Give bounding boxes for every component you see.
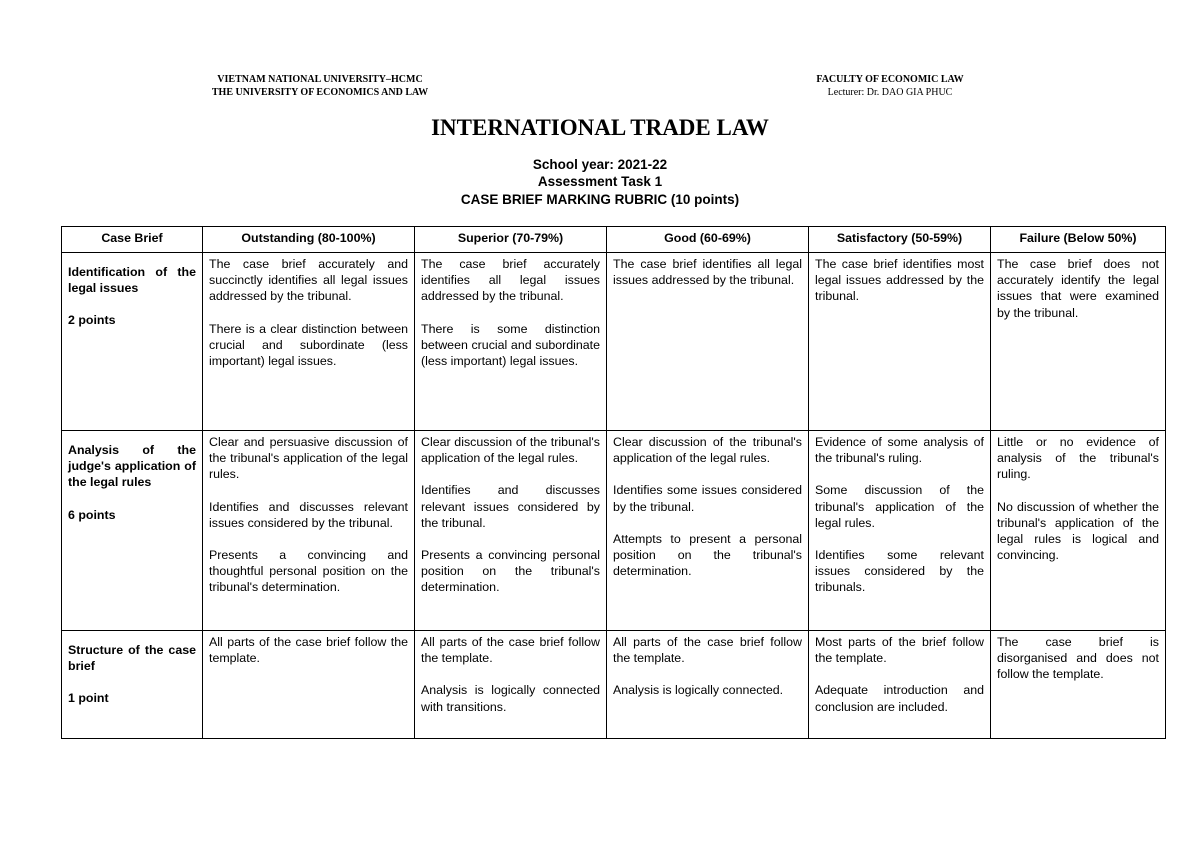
faculty-header bbox=[785, 73, 995, 99]
descriptor-text: There is a clear distinction between crucial and subordinate (less important) legal issues. bbox=[209, 321, 408, 369]
column-header-superior: Superior (70-79%) bbox=[415, 227, 607, 253]
descriptor-text: Analysis is logically connected with transitions. bbox=[421, 683, 600, 714]
university-header bbox=[190, 73, 450, 99]
descriptor-text: Identifies some issues considered by the tribunal. bbox=[613, 483, 802, 514]
criterion-cell bbox=[62, 431, 203, 631]
criterion-name: Structure of the case brief bbox=[68, 643, 196, 674]
rubric-cell-satisfactory bbox=[809, 431, 991, 631]
school-year: School year: 2021-22 bbox=[532, 157, 668, 172]
descriptor-text: Identifies and discusses relevant issues considered by the tribunal. bbox=[209, 499, 408, 530]
descriptor-text: Adequate introduction and conclusion are included. bbox=[815, 683, 984, 714]
criterion-points: 2 points bbox=[68, 313, 116, 328]
descriptor-text: No discussion of whether the tribunal's application of the legal rules is logical and convincing. bbox=[997, 499, 1159, 563]
column-header-case-brief: Case Brief bbox=[62, 227, 203, 253]
table-row bbox=[62, 253, 1166, 431]
descriptor-text: The case brief identifies most legal issues addressed by the tribunal. bbox=[815, 257, 984, 304]
descriptor-text: All parts of the case brief follow the template. bbox=[209, 635, 408, 666]
faculty-name: FACULTY OF ECONOMIC LAW bbox=[816, 74, 964, 85]
criterion-name: Identification of the legal issues bbox=[68, 265, 196, 296]
descriptor-text: Some discussion of the tribunal's application of the legal rules. bbox=[815, 483, 984, 530]
document-title: INTERNATIONAL TRADE LAW bbox=[431, 115, 769, 140]
school-name: THE UNIVERSITY OF ECONOMICS AND LAW bbox=[211, 87, 429, 98]
descriptor-text: There is some distinction between crucial and subordinate (less important) legal issues. bbox=[421, 321, 600, 369]
criterion-points: 6 points bbox=[68, 507, 116, 522]
rubric-cell-failure bbox=[991, 253, 1166, 431]
rubric-cell-good bbox=[607, 431, 809, 631]
rubric-cell-superior bbox=[415, 631, 607, 739]
assessment-task: Assessment Task 1 bbox=[537, 174, 663, 189]
descriptor-text: Clear discussion of the tribunal's application of the legal rules. bbox=[421, 435, 600, 466]
descriptor-text: The case brief accurately identifies all legal issues addressed by the tribunal. bbox=[421, 257, 600, 304]
descriptor-text: Analysis is logically connected. bbox=[613, 683, 784, 698]
column-header-failure: Failure (Below 50%) bbox=[991, 227, 1166, 253]
lecturer-name: Lecturer: Dr. DAO GIA PHUC bbox=[827, 87, 953, 98]
descriptor-text: Attempts to present a personal position on the tribunal's determination. bbox=[613, 531, 802, 579]
rubric-cell-superior bbox=[415, 253, 607, 431]
descriptor-text: Most parts of the brief follow the template. bbox=[815, 635, 984, 666]
column-header-satisfactory: Satisfactory (50-59%) bbox=[809, 227, 991, 253]
rubric-cell-outstanding bbox=[203, 431, 415, 631]
rubric-title: CASE BRIEF MARKING RUBRIC (10 points) bbox=[460, 192, 740, 207]
rubric-cell-superior bbox=[415, 431, 607, 631]
rubric-cell-outstanding bbox=[203, 631, 415, 739]
column-header-outstanding: Outstanding (80-100%) bbox=[203, 227, 415, 253]
criterion-points: 1 point bbox=[68, 691, 109, 706]
table-header-row bbox=[62, 227, 1166, 253]
rubric-cell-good bbox=[607, 631, 809, 739]
descriptor-text: The case brief accurately and succinctly identifies all legal issues addressed by the tribunal. bbox=[209, 257, 408, 304]
descriptor-text: All parts of the case brief follow the template. bbox=[421, 635, 600, 666]
rubric-cell-outstanding bbox=[203, 253, 415, 431]
table-row bbox=[62, 631, 1166, 739]
university-name: VIETNAM NATIONAL UNIVERSITY–HCMC bbox=[217, 74, 423, 85]
table-row bbox=[62, 431, 1166, 631]
descriptor-text: Presents a convincing and thoughtful personal position on the tribunal's determination. bbox=[209, 548, 408, 595]
column-header-good: Good (60-69%) bbox=[607, 227, 809, 253]
descriptor-text: The case brief identifies all legal issues addressed by the tribunal. bbox=[613, 257, 802, 288]
descriptor-text: Little or no evidence of analysis of the tribunal's ruling. bbox=[997, 435, 1159, 482]
criterion-cell bbox=[62, 631, 203, 739]
criterion-cell bbox=[62, 253, 203, 431]
rubric-cell-good bbox=[607, 253, 809, 431]
descriptor-text: All parts of the case brief follow the template. bbox=[613, 635, 802, 666]
descriptor-text: Evidence of some analysis of the tribunal's ruling. bbox=[815, 435, 984, 466]
descriptor-text: The case brief is disorganised and does not follow the template. bbox=[997, 635, 1159, 682]
rubric-cell-failure bbox=[991, 431, 1166, 631]
marking-rubric-table bbox=[61, 226, 1166, 739]
descriptor-text: Presents a convincing personal position on the tribunal's determination. bbox=[421, 548, 600, 595]
descriptor-text: The case brief does not accurately identify the legal issues that were examined by the tribunal. bbox=[997, 257, 1159, 320]
descriptor-text: Identifies and discusses relevant issues considered by the tribunal. bbox=[421, 483, 600, 530]
descriptor-text: Clear discussion of the tribunal's application of the legal rules. bbox=[613, 435, 802, 466]
descriptor-text: Clear and persuasive discussion of the tribunal's application of the legal rules. bbox=[209, 435, 408, 482]
rubric-cell-satisfactory bbox=[809, 631, 991, 739]
rubric-cell-failure bbox=[991, 631, 1166, 739]
rubric-cell-satisfactory bbox=[809, 253, 991, 431]
descriptor-text: Identifies some relevant issues considered by the tribunals. bbox=[815, 548, 984, 595]
criterion-name: Analysis of the judge's application of the legal rules bbox=[68, 443, 196, 490]
